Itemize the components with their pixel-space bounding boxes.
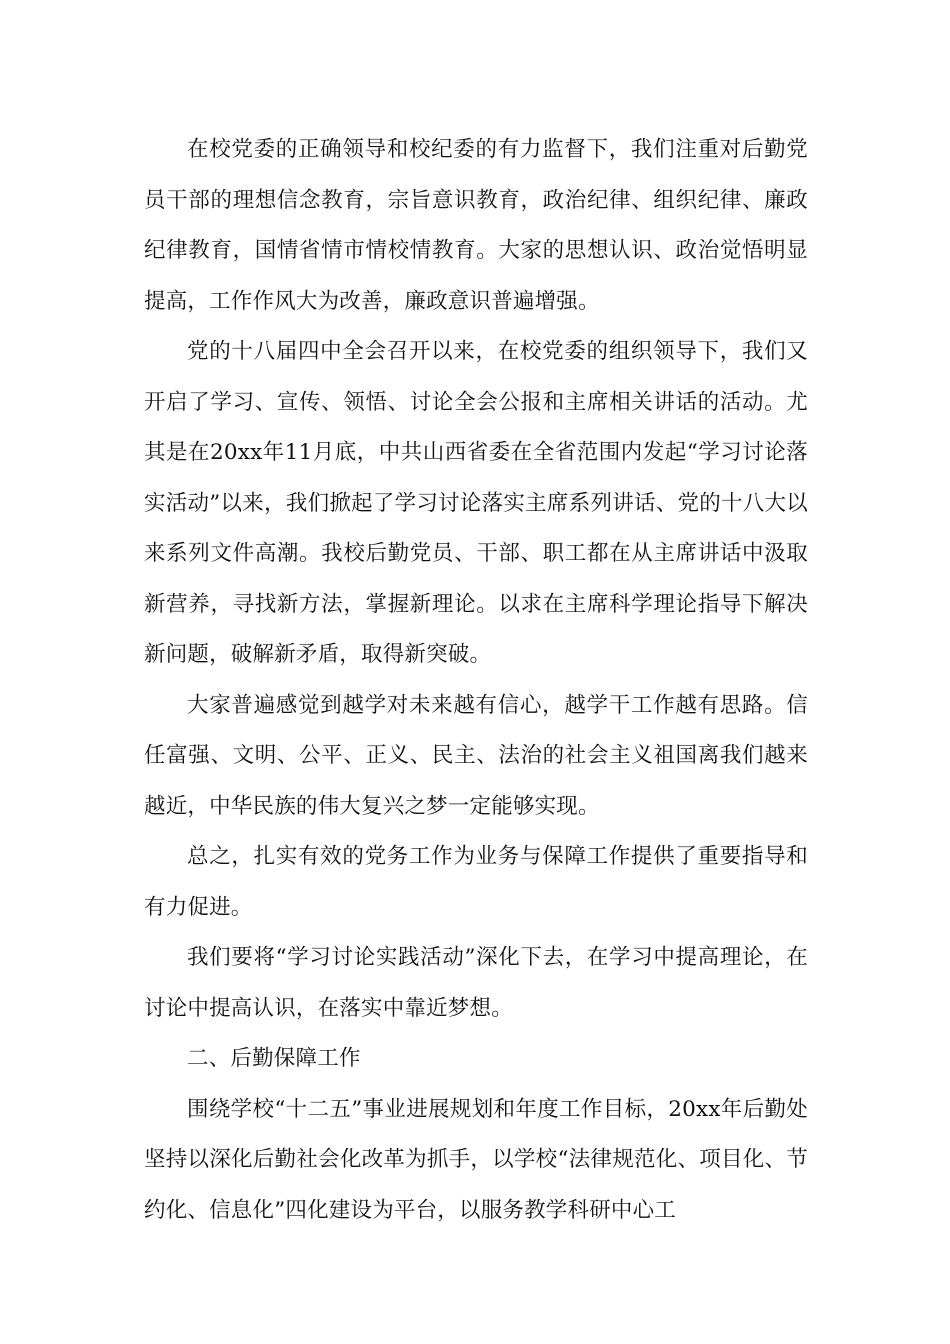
paragraph-party-supervision: 在校党委的正确领导和校纪委的有力监督下，我们注重对后勤党员干部的理想信念教育，宗旨意识教育，政治纪律、组织纪律、廉政纪律教育，国情省情市情校情教育。大家的思想认识、政治觉悟明显提高，工作作风大为改善，廉政意识普遍增强。 xyxy=(144,137,808,314)
paragraph-logistics-plan: 围绕学校“十二五”事业进展规划和年度工作目标，20xx年后勤处坚持以深化后勤社会化改革为抓手，以学校“法律规范化、项目化、节约化、信息化”四化建设为平台，以服务教学科研中心工 xyxy=(144,1096,808,1223)
document-body xyxy=(144,125,808,1236)
paragraph-fourth-plenum: 党的十八届四中全会召开以来，在校党委的组织领导下，我们又开启了学习、宣传、领悟、讨论全会公报和主席相关讲话的活动。尤其是在20xx年11月底，中共山西省委在全省范围内发起“学习讨论落实活动”以来，我们掀起了学习讨论落实主席系列讲话、党的十八大以来系列文件高潮。我校后勤党员、干部、职工都在从主席讲话中汲取新营养，寻找新方法，掌握新理论。以求在主席科学理论指导下解决新问题，破解新矛盾，取得新突破。 xyxy=(144,339,808,667)
paragraph-deepen-activity: 我们要将“学习讨论实践活动”深化下去，在学习中提高理论，在讨论中提高认识，在落实中靠近梦想。 xyxy=(144,945,808,1021)
paragraph-summary: 总之，扎实有效的党务工作为业务与保障工作提供了重要指导和有力促进。 xyxy=(144,844,808,920)
section-heading-logistics: 二、后勤保障工作 xyxy=(187,1046,361,1071)
paragraph-confidence: 大家普遍感觉到越学对未来越有信心，越学干工作越有思路。信任富强、文明、公平、正义、民主、法治的社会主义祖国离我们越来越近，中华民族的伟大复兴之梦一定能够实现。 xyxy=(144,692,808,819)
